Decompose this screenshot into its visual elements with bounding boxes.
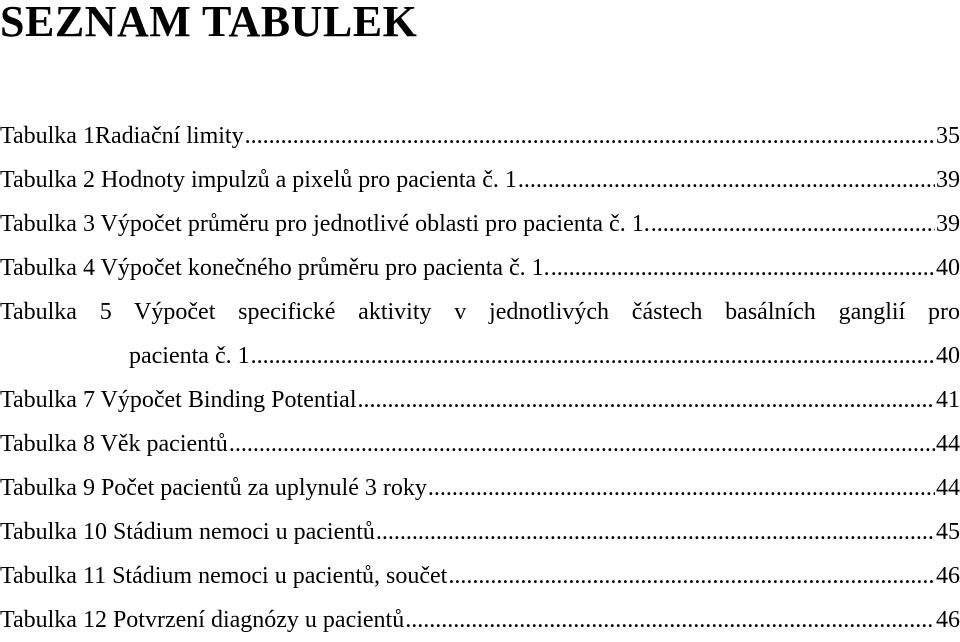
toc-entry-title: Tabulka 12 Potvrzení diagnózy u pacientů (0, 607, 405, 633)
page-title: SEZNAM TABULEK (0, 0, 418, 46)
toc-entry-tabulka-5[interactable] (0, 290, 960, 378)
toc-leader-dots (245, 114, 935, 158)
toc-leader-dots (251, 334, 935, 378)
toc-entry-line2 (0, 334, 960, 378)
toc-entry-tabulka-10[interactable] (0, 510, 960, 554)
toc-leader-dots (551, 246, 935, 290)
toc-leader-dots (405, 598, 935, 642)
toc-entry-title: Tabulka 2 Hodnoty impulzů a pixelů pro pacienta č. 1 (0, 167, 517, 193)
toc-leader-dots (448, 554, 935, 598)
toc-entry-title: Tabulka 11 Stádium nemoci u pacientů, součet (0, 563, 448, 589)
toc-entry-page-number: 39 (936, 167, 960, 193)
toc-entry-title: Tabulka 4 Výpočet konečného průměru pro pacienta č. 1. (0, 255, 550, 281)
toc-entry-title-line2: pacienta č. 1 (129, 343, 250, 369)
toc-entry-page-number: 44 (936, 475, 960, 501)
toc-leader-dots (358, 378, 936, 422)
toc-entry-tabulka-4[interactable] (0, 246, 960, 290)
toc-entry-title: Tabulka 8 Věk pacientů (0, 431, 228, 457)
toc-entry-tabulka-8[interactable] (0, 422, 960, 466)
toc-entry-page-number: 40 (936, 343, 960, 369)
toc-leader-dots (518, 158, 935, 202)
toc-entry-tabulka-12[interactable] (0, 598, 960, 642)
toc-entry-tabulka-1[interactable] (0, 114, 960, 158)
toc-entry-tabulka-9[interactable] (0, 466, 960, 510)
toc-entry-title-line1: Tabulka 5 Výpočet specifické aktivity v jednotlivých částech basálních ganglií pro (0, 299, 960, 325)
toc-entry-page-number: 46 (936, 607, 960, 633)
toc-entry-page-number: 39 (936, 211, 960, 237)
toc-entry-title: Tabulka 9 Počet pacientů za uplynulé 3 roky (0, 475, 427, 501)
toc-entry-title: Tabulka 1Radiační limity (0, 123, 244, 149)
toc-entry-page-number: 35 (936, 123, 960, 149)
toc-entry-page-number: 45 (936, 519, 960, 545)
toc-entry-page-number: 41 (936, 387, 960, 413)
toc-leader-dots (229, 422, 935, 466)
toc-entry-title: Tabulka 7 Výpočet Binding Potential (0, 387, 357, 413)
toc-leader-dots (428, 466, 935, 510)
toc-entry-tabulka-11[interactable] (0, 554, 960, 598)
toc-entry-tabulka-3[interactable] (0, 202, 960, 246)
table-of-tables-list (0, 114, 960, 642)
toc-entry-tabulka-7[interactable] (0, 378, 960, 422)
toc-entry-title: Tabulka 10 Stádium nemoci u pacientů (0, 519, 375, 545)
toc-leader-dots (651, 202, 935, 246)
toc-entry-page-number: 40 (936, 255, 960, 281)
toc-entry-tabulka-2[interactable] (0, 158, 960, 202)
toc-entry-page-number: 44 (936, 431, 960, 457)
toc-entry-title: Tabulka 3 Výpočet průměru pro jednotlivé oblasti pro pacienta č. 1. (0, 211, 650, 237)
toc-leader-dots (376, 510, 935, 554)
toc-entry-page-number: 46 (936, 563, 960, 589)
